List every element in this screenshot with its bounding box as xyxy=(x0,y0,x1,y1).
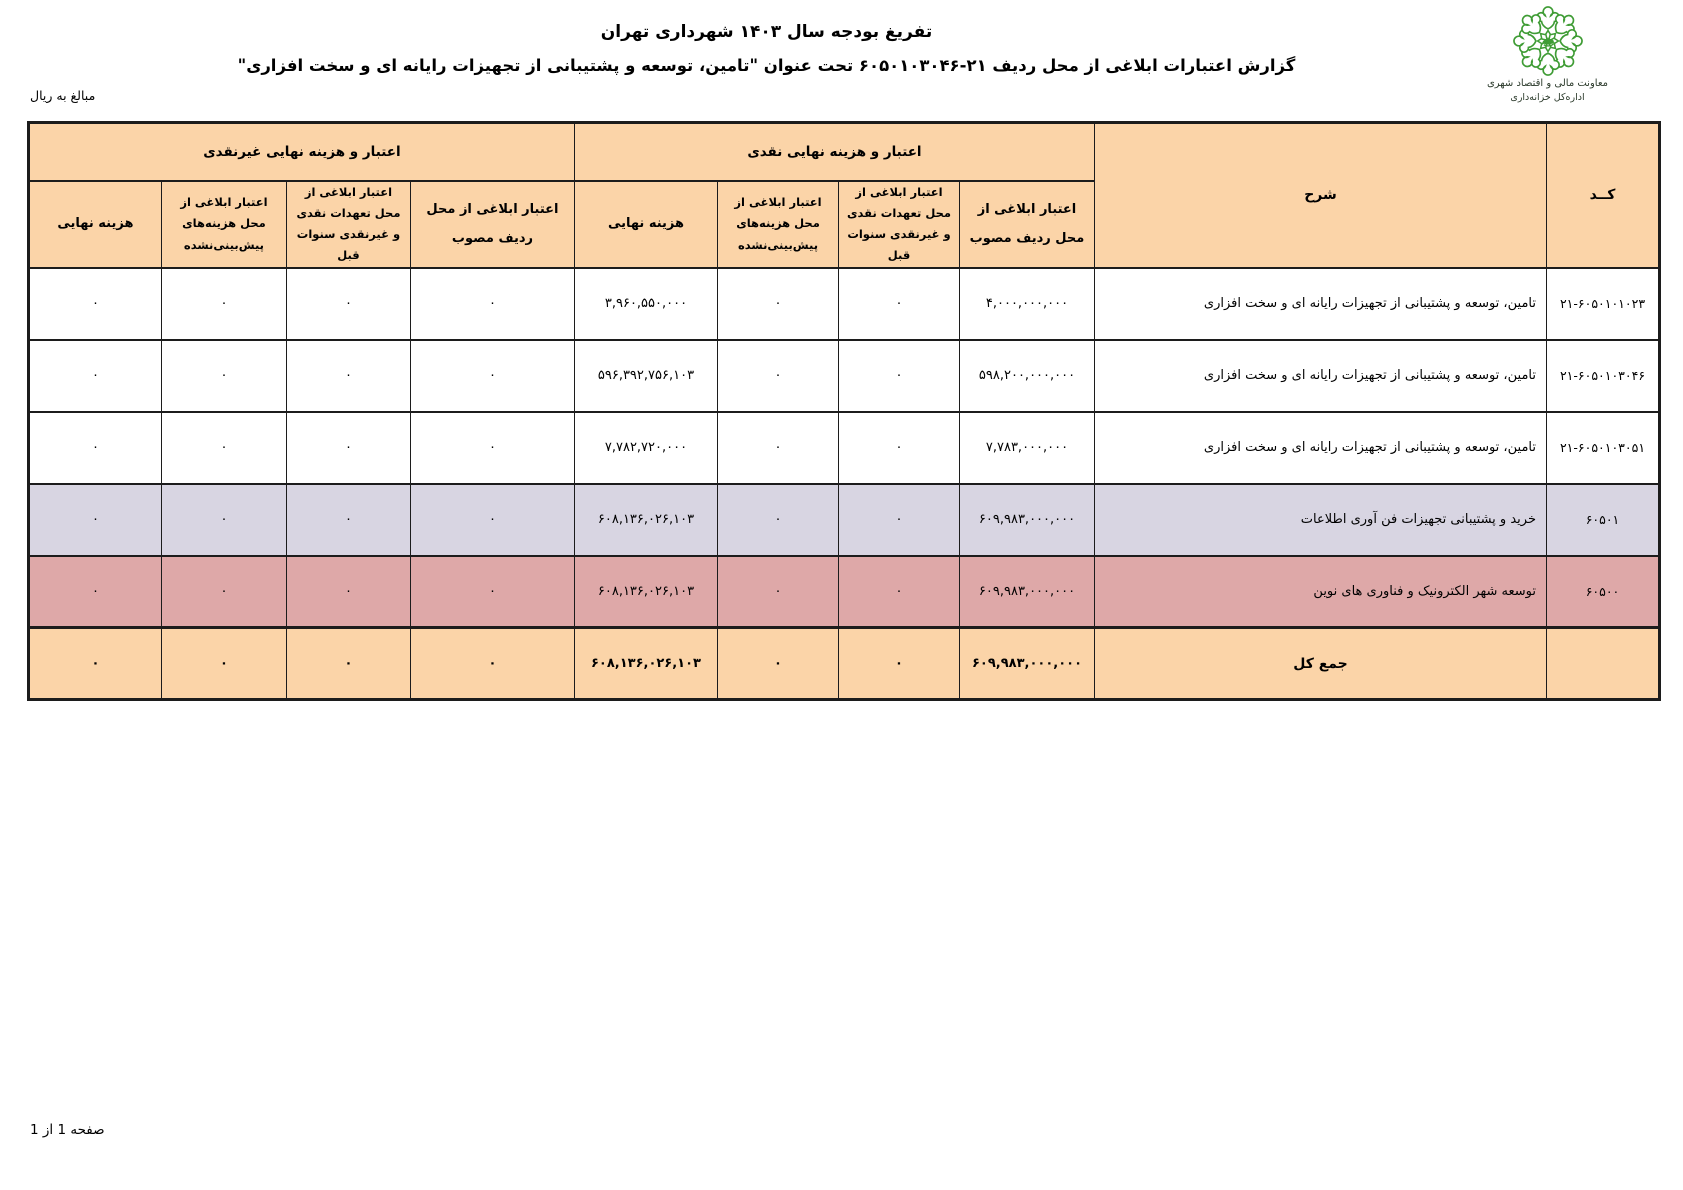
cell-noncash-final: ۰ xyxy=(28,556,161,628)
cell-cash-unforeseen: ۰ xyxy=(718,412,839,484)
cell-noncash-commitments: ۰ xyxy=(286,484,410,556)
column-header-noncash-final-cost: هزینه نهایی xyxy=(28,181,161,268)
cell-cash-commitments: ۰ xyxy=(839,412,960,484)
cell-cash-commitments: ۰ xyxy=(839,268,960,340)
cell-code: ۶۰۵۰۱ xyxy=(1547,484,1660,556)
cell-cash-approved: ۶۰۹,۹۸۳,۰۰۰,۰۰۰ xyxy=(960,484,1095,556)
cell-grand-total-label: جمع کل xyxy=(1095,628,1547,700)
org-logo-block xyxy=(1460,6,1635,103)
cell-cash-unforeseen: ۰ xyxy=(718,268,839,340)
cell-noncash-final: ۰ xyxy=(28,412,161,484)
report-title: تفریغ بودجه سال ۱۴۰۳ شهرداری تهران xyxy=(600,22,933,42)
cell-cash-approved: ۶۰۹,۹۸۳,۰۰۰,۰۰۰ xyxy=(960,556,1095,628)
cell-cash-unforeseen: ۰ xyxy=(718,340,839,412)
cell-cash-approved: ۴,۰۰۰,۰۰۰,۰۰۰ xyxy=(960,268,1095,340)
header-group-row xyxy=(28,123,1659,181)
cell-cash-unforeseen: ۰ xyxy=(718,628,839,700)
column-header-noncash-commitments: اعتبار ابلاغی از محل تعهدات نقدی و غیرنقدی سنوات قبل xyxy=(286,181,410,268)
cell-cash-commitments: ۰ xyxy=(839,556,960,628)
cell-cash-final: ۶۰۸,۱۳۶,۰۲۶,۱۰۳ xyxy=(574,628,717,700)
column-header-cash-final-cost: هزینه نهایی xyxy=(574,181,717,268)
cell-noncash-commitments: ۰ xyxy=(286,268,410,340)
cell-noncash-commitments: ۰ xyxy=(286,340,410,412)
tehran-municipality-logo-icon xyxy=(1460,6,1635,76)
column-header-cash-unforeseen: اعتبار ابلاغی از محل هزینه‌های پیش‌بینی‌نشده xyxy=(718,181,839,268)
cell-cash-final: ۳,۹۶۰,۵۵۰,۰۰۰ xyxy=(574,268,717,340)
cell-cash-final: ۵۹۶,۳۹۲,۷۵۶,۱۰۳ xyxy=(574,340,717,412)
column-header-code: کــد xyxy=(1547,123,1660,268)
cell-description: تامین، توسعه و پشتیبانی از تجهیزات رایانه ای و سخت افزاری xyxy=(1095,340,1547,412)
logo-caption-office: اداره‌کل خزانه‌داری xyxy=(1510,92,1585,103)
cell-cash-unforeseen: ۰ xyxy=(718,556,839,628)
cell-cash-unforeseen: ۰ xyxy=(718,484,839,556)
cell-noncash-approved: ۰ xyxy=(410,268,574,340)
cell-noncash-final: ۰ xyxy=(28,340,161,412)
cell-noncash-final: ۰ xyxy=(28,484,161,556)
cell-cash-commitments: ۰ xyxy=(839,628,960,700)
cell-code: ۲۱-۶۰۵۰۱۰۱۰۲۳ xyxy=(1547,268,1660,340)
cell-noncash-commitments: ۰ xyxy=(286,412,410,484)
cell-noncash-approved: ۰ xyxy=(410,340,574,412)
cell-noncash-unforeseen: ۰ xyxy=(161,556,286,628)
logo-caption-deputy: معاونت مالی و اقتصاد شهری xyxy=(1486,78,1609,89)
cell-noncash-final: ۰ xyxy=(28,268,161,340)
cell-code: ۶۰۵۰۰ xyxy=(1547,556,1660,628)
cell-cash-approved: ۷,۷۸۳,۰۰۰,۰۰۰ xyxy=(960,412,1095,484)
cell-noncash-unforeseen: ۰ xyxy=(161,412,286,484)
table-row xyxy=(28,268,1659,340)
group-header-noncash: اعتبار و هزینه نهایی غیرنقدی xyxy=(28,123,574,181)
cell-code-empty xyxy=(1547,628,1660,700)
table-row xyxy=(28,340,1659,412)
report-header xyxy=(0,0,1683,75)
cell-noncash-commitments: ۰ xyxy=(286,628,410,700)
cell-description: توسعه شهر الکترونیک و فناوری های نوین xyxy=(1095,556,1547,628)
cell-cash-final: ۷,۷۸۲,۷۲۰,۰۰۰ xyxy=(574,412,717,484)
cell-noncash-unforeseen: ۰ xyxy=(161,628,286,700)
cell-noncash-approved: ۰ xyxy=(410,484,574,556)
cell-noncash-unforeseen: ۰ xyxy=(161,268,286,340)
table-row xyxy=(28,412,1659,484)
amounts-unit-note: مبالغ به ریال xyxy=(30,88,96,103)
cell-cash-commitments: ۰ xyxy=(839,484,960,556)
table-row-subtotal-60501 xyxy=(28,484,1659,556)
column-header-cash-approved: اعتبار ابلاغی از محل ردیف مصوب xyxy=(960,181,1095,268)
cell-cash-final: ۶۰۸,۱۳۶,۰۲۶,۱۰۳ xyxy=(574,556,717,628)
table-row-grand-total xyxy=(28,628,1659,700)
cell-noncash-approved: ۰ xyxy=(410,556,574,628)
cell-noncash-final: ۰ xyxy=(28,628,161,700)
cell-noncash-approved: ۰ xyxy=(410,628,574,700)
column-header-noncash-approved: اعتبار ابلاغی از محل ردیف مصوب xyxy=(410,181,574,268)
cell-noncash-commitments: ۰ xyxy=(286,556,410,628)
cell-description: تامین، توسعه و پشتیبانی از تجهیزات رایانه ای و سخت افزاری xyxy=(1095,412,1547,484)
column-header-cash-commitments: اعتبار ابلاغی از محل تعهدات نقدی و غیرنقدی سنوات قبل xyxy=(839,181,960,268)
cell-code: ۲۱-۶۰۵۰۱۰۳۰۴۶ xyxy=(1547,340,1660,412)
cell-cash-approved: ۵۹۸,۲۰۰,۰۰۰,۰۰۰ xyxy=(960,340,1095,412)
cell-cash-final: ۶۰۸,۱۳۶,۰۲۶,۱۰۳ xyxy=(574,484,717,556)
column-header-description: شرح xyxy=(1095,123,1547,268)
report-subtitle: گزارش اعتبارات ابلاغی از محل ردیف ۲۱-۶۰۵۰۱۰۳۰۴۶ تحت عنوان "تامین، توسعه و پشتیبانی از تجهیزات رایانه ای و سخت افزاری" xyxy=(237,56,1296,75)
cell-description: تامین، توسعه و پشتیبانی از تجهیزات رایانه ای و سخت افزاری xyxy=(1095,268,1547,340)
cell-description: خرید و پشتیبانی تجهیزات فن آوری اطلاعات xyxy=(1095,484,1547,556)
cell-noncash-approved: ۰ xyxy=(410,412,574,484)
cell-noncash-unforeseen: ۰ xyxy=(161,484,286,556)
column-header-noncash-unforeseen: اعتبار ابلاغی از محل هزینه‌های پیش‌بینی‌نشده xyxy=(161,181,286,268)
cell-code: ۲۱-۶۰۵۰۱۰۳۰۵۱ xyxy=(1547,412,1660,484)
group-header-cash: اعتبار و هزینه نهایی نقدی xyxy=(574,123,1094,181)
cell-cash-commitments: ۰ xyxy=(839,340,960,412)
budget-report-table xyxy=(27,121,1661,701)
page-number: صفحه 1 از 1 xyxy=(30,1122,105,1138)
table-row-subtotal-60500 xyxy=(28,556,1659,628)
cell-cash-approved: ۶۰۹,۹۸۳,۰۰۰,۰۰۰ xyxy=(960,628,1095,700)
cell-noncash-unforeseen: ۰ xyxy=(161,340,286,412)
